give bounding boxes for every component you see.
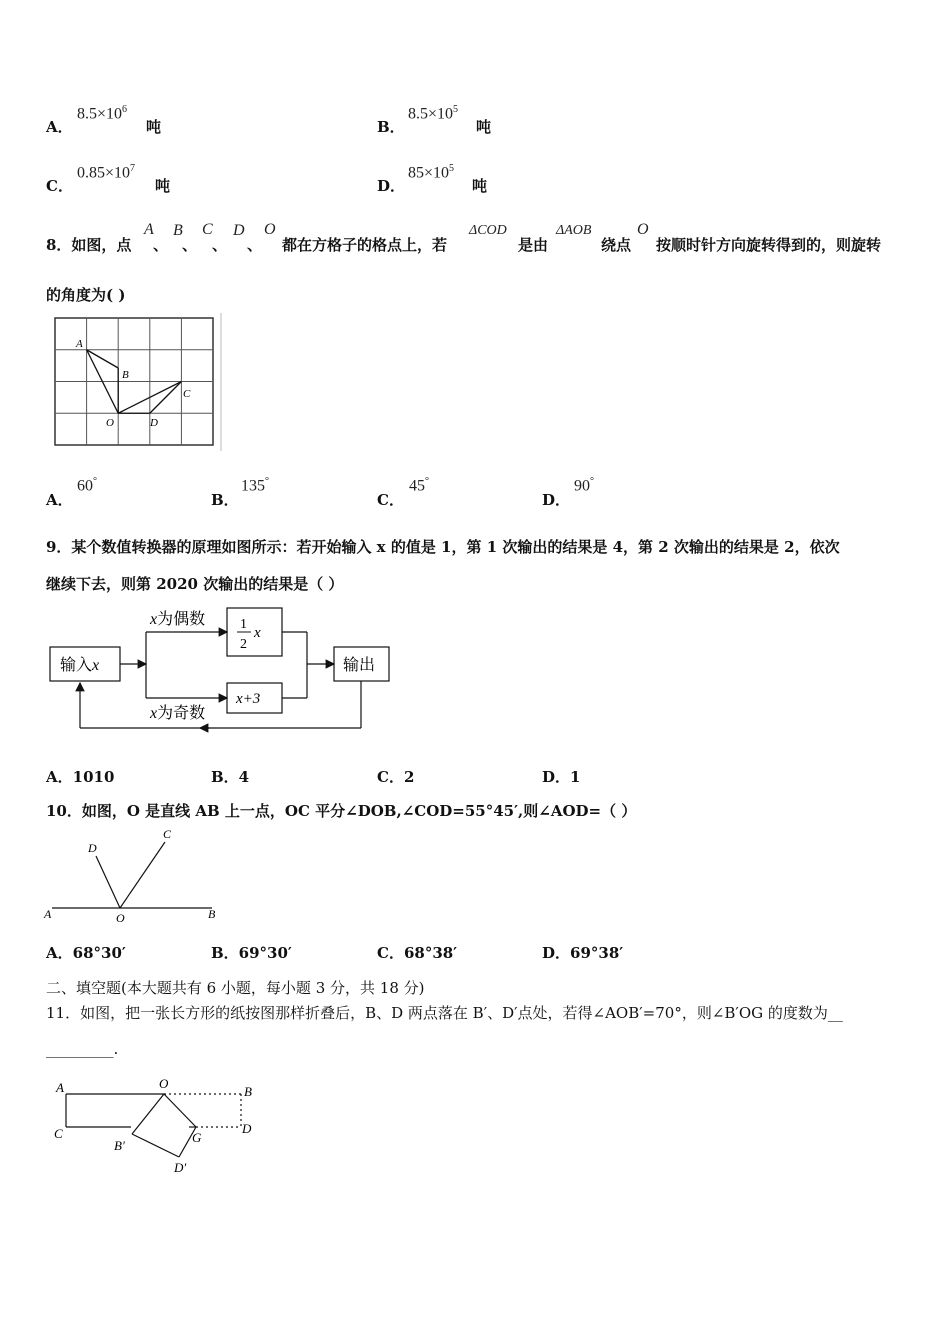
q9-output-label: 输出 (343, 657, 376, 674)
q8-fig-label-c: C (183, 388, 191, 400)
q8-point-b: B (173, 222, 183, 239)
q11-fig-label-a: A (56, 1080, 64, 1095)
q8-fig-label-d: D (150, 417, 158, 429)
q8-fig-label-o: O (106, 417, 114, 429)
q8-point-a: A (144, 221, 154, 238)
q11-fig-label-o: O (159, 1076, 169, 1091)
q8-triangle-cod: ΔCOD (469, 223, 507, 238)
q7-option-a-letter: A． (46, 118, 73, 136)
q10-fig-label-o: O (116, 911, 125, 925)
q11-fig-label-d: D (242, 1121, 252, 1136)
q8-option-b-value: 135° (241, 476, 269, 495)
q8-sep-3: 、 (212, 236, 228, 254)
section-2-heading: 二、填空题(本大题共有 6 小题，每小题 3 分，共 18 分) (46, 979, 425, 997)
q7-option-c-unit: 吨 (155, 177, 171, 195)
q8-sep-4: 、 (247, 236, 263, 254)
q9-option-a: A．1010 (46, 768, 115, 786)
q11-fig-label-c: C (54, 1126, 63, 1141)
q11-text-line1: 11．如图，把一张长方形的纸按图那样折叠后，B、D 两点落在 B′、D′点处，若得∠AOB′=70°，则∠B′OG 的度数为__ (46, 1004, 843, 1022)
q11-fig-label-g: G (192, 1130, 202, 1145)
q7-option-d-letter: D． (377, 177, 406, 195)
q9-option-d: D．1 (542, 768, 581, 786)
q8-option-c-value: 45° (409, 476, 429, 495)
q8-text-around: 绕点 (601, 236, 632, 254)
q8-triangle-aob: ΔAOB (556, 223, 592, 238)
q9-text-line2: 继续下去，则第 2020 次输出的结果是（ ） (46, 575, 344, 593)
q11-fig-label-d-prime: D′ (174, 1160, 187, 1175)
q9-half-numerator: 1 (240, 617, 247, 632)
q7-option-c-value: $0.85\times 10^7$ (77, 163, 136, 182)
q8-option-c-letter: C． (377, 491, 404, 509)
q10-option-c: C．68°38′ (377, 944, 458, 962)
q11-fold-figure (46, 1072, 276, 1182)
q8-text-start: 8．如图，点 (46, 236, 132, 254)
q8-point-d: D (233, 222, 245, 239)
q7-option-a-unit: 吨 (146, 118, 162, 136)
q7-option-c-letter: C． (46, 177, 73, 195)
q11-fig-label-b-prime: B′ (114, 1138, 125, 1153)
q8-option-a-letter: A． (46, 491, 73, 509)
q7-option-b-value: $8.5\times 10^5$ (408, 104, 459, 123)
q10-fig-label-a: A (44, 907, 52, 921)
q9-text-line1: 9．某个数值转换器的原理如图所示：若开始输入 x 的值是 1，第 1 次输出的结果是 4，第 2 次输出的结果是 2，依次 (46, 538, 840, 556)
q8-text-grid: 都在方格子的格点上，若 (282, 236, 448, 254)
q8-sep-2: 、 (182, 236, 198, 254)
q11-text-line2: _________. (46, 1040, 119, 1058)
q9-odd-label: x为奇数 (150, 705, 206, 722)
q8-text-rotate: 按顺时针方向旋转得到的，则旋转 (656, 236, 882, 254)
q10-option-b: B．69°30′ (211, 944, 292, 962)
q10-fig-label-d: D (88, 841, 97, 855)
q9-input-label: 输入x (60, 657, 100, 674)
q10-option-d: D．69°38′ (542, 944, 624, 962)
q8-grid-figure (50, 313, 230, 453)
q7-option-a-value: $8.5\times 10^6$ (77, 104, 128, 123)
q10-fig-label-b: B (208, 907, 216, 921)
q7-option-d-unit: 吨 (472, 177, 488, 195)
q9-half-denominator: 2 (240, 637, 247, 652)
q10-text-line1: 10．如图，O 是直线 AB 上一点，OC 平分∠DOB,∠COD=55°45′,则∠AOD=（ ） (46, 802, 637, 820)
q9-option-b: B．4 (211, 768, 250, 786)
q7-option-b-letter: B． (377, 118, 405, 136)
q8-option-d-letter: D． (542, 491, 571, 509)
q9-flowchart (40, 598, 400, 738)
q9-option-c: C．2 (377, 768, 415, 786)
q9-half-x: x (254, 625, 261, 641)
q10-angle-figure (40, 824, 230, 928)
q9-even-label: x为偶数 (150, 611, 206, 628)
q8-point-o: O (264, 221, 276, 238)
q8-option-b-letter: B． (211, 491, 239, 509)
q9-plus3-label: x+3 (236, 691, 261, 707)
q8-point-c: C (202, 221, 213, 238)
q7-option-d-value: $85\times 10^5$ (408, 163, 455, 182)
q7-option-b-unit: 吨 (476, 118, 492, 136)
q8-text-from: 是由 (518, 236, 549, 254)
q8-point-o-2: O (637, 221, 649, 238)
q10-option-a: A．68°30′ (46, 944, 126, 962)
q10-fig-label-c: C (163, 827, 172, 841)
q11-fig-label-b: B (244, 1084, 252, 1099)
q8-fig-label-b: B (122, 369, 129, 381)
q8-option-d-value: 90° (574, 476, 594, 495)
q8-text-line2: 的角度为( ) (46, 286, 126, 304)
q8-fig-label-a: A (76, 338, 83, 350)
q8-sep-1: 、 (153, 236, 169, 254)
q8-option-a-value: 60° (77, 476, 97, 495)
